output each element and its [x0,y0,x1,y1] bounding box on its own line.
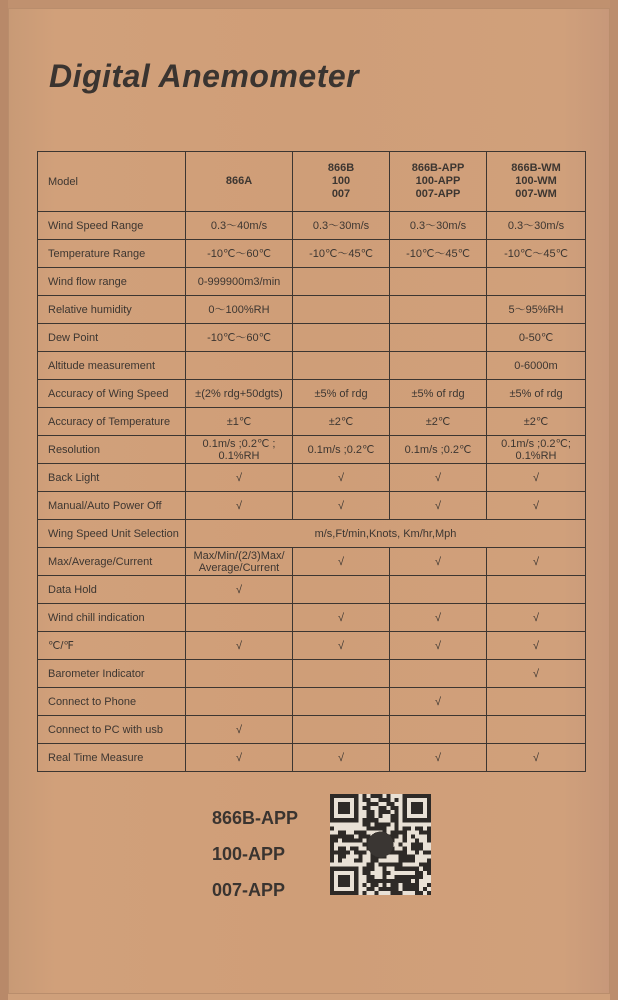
table-row [38,408,586,436]
value-cell [390,660,487,688]
check-mark-cell: √ [390,492,487,520]
app-model-item: 100-APP [212,844,286,864]
value-cell: ±5% of rdg [390,380,487,408]
value-cell [186,688,293,716]
row-label: Altitude measurement [38,352,186,380]
merged-value-cell: m/s,Ft/min,Knots, Km/hr,Mph [186,520,586,548]
value-cell: 0～100%RH [186,296,293,324]
value-cell [390,576,487,604]
check-mark-cell: √ [186,744,293,772]
row-label: Manual/Auto Power Off [38,492,186,520]
model-header-cell [487,152,586,212]
value-cell: ±2℃ [293,408,390,436]
model-header-cell [293,152,390,212]
check-mark-cell: √ [390,688,487,716]
value-cell [487,576,586,604]
model-name-line: 866B-WM [511,162,561,174]
row-label: Connect to PC with usb [38,716,186,744]
value-cell: 0.1m/s ;0.2℃ [390,436,487,464]
check-mark-cell: √ [390,464,487,492]
check-mark-cell: √ [487,548,586,576]
value-cell [293,660,390,688]
check-mark-cell: √ [487,632,586,660]
check-mark-cell: √ [186,716,293,744]
check-mark-cell: √ [293,604,390,632]
box-top-edge [0,0,618,8]
value-cell [293,268,390,296]
table-row [38,212,586,240]
table-row [38,660,586,688]
check-mark-cell: √ [293,548,390,576]
value-cell: 0.1m/s ;0.2℃; 0.1%RH [487,436,586,464]
check-mark-cell: √ [390,548,487,576]
value-cell: -10℃～45℃ [293,240,390,268]
check-mark-cell: √ [390,604,487,632]
check-mark-cell: √ [293,492,390,520]
app-model-item: 007-APP [212,880,286,900]
check-mark-cell: √ [487,492,586,520]
check-mark-cell: √ [390,744,487,772]
row-label: Connect to Phone [38,688,186,716]
check-mark-cell: √ [293,464,390,492]
model-name-line: 100 [331,175,351,187]
table-row [38,604,586,632]
table-row [38,268,586,296]
value-cell: 0.3～30m/s [390,212,487,240]
app-model-item: 866B-APP [212,808,299,828]
value-cell: 0-6000m [487,352,586,380]
value-cell: 0.1m/s ;0.2℃ ; 0.1%RH [186,436,293,464]
table-row [38,240,586,268]
model-header-cell [186,152,293,212]
model-name-line: 007-WM [515,188,557,200]
model-label: Model [38,152,186,212]
check-mark-cell: √ [186,576,293,604]
row-label: Resolution [38,436,186,464]
value-cell: -10℃～45℃ [390,240,487,268]
row-label: Back Light [38,464,186,492]
row-label: ℃/℉ [38,632,186,660]
row-label: Max/Average/Current [38,548,186,576]
value-cell [390,716,487,744]
value-cell: ±5% of rdg [293,380,390,408]
value-cell: 0-999900m3/min [186,268,293,296]
table-row [38,492,586,520]
model-name-line: 866B [327,162,355,174]
value-cell: ±2℃ [487,408,586,436]
value-cell [293,576,390,604]
model-name-line: 100-APP [415,175,461,187]
value-cell [390,268,487,296]
check-mark-cell: √ [487,604,586,632]
value-cell [293,324,390,352]
table-row [38,436,586,464]
value-cell [293,352,390,380]
value-cell [293,716,390,744]
table-row [38,688,586,716]
value-cell: ±2℃ [390,408,487,436]
app-model-list [212,800,298,908]
check-mark-cell: √ [293,632,390,660]
table-header-row [38,152,586,212]
value-cell: -10℃～60℃ [186,240,293,268]
table-row [38,380,586,408]
row-label: Wind chill indication [38,604,186,632]
value-cell: 0.3～30m/s [293,212,390,240]
row-label: Wind flow range [38,268,186,296]
table-row [38,744,586,772]
row-label: Accuracy of Temperature [38,408,186,436]
table-row [38,324,586,352]
table-row [38,576,586,604]
row-label: Wing Speed Unit Selection [38,520,186,548]
row-label: Barometer Indicator [38,660,186,688]
check-mark-cell: √ [186,492,293,520]
table-row [38,548,586,576]
value-cell [186,352,293,380]
check-mark-cell: √ [186,464,293,492]
table-row [38,352,586,380]
qr-code-icon [330,794,431,895]
product-title: Digital Anemometer [49,58,360,94]
check-mark-cell: √ [186,632,293,660]
value-cell [487,716,586,744]
value-cell: 5～95%RH [487,296,586,324]
value-cell: 0-50℃ [487,324,586,352]
row-label: Wind Speed Range [38,212,186,240]
row-label: Dew Point [38,324,186,352]
table-row [38,464,586,492]
value-cell [186,604,293,632]
value-cell: ±5% of rdg [487,380,586,408]
table-row [38,520,586,548]
model-name-line: 866A [225,175,253,187]
check-mark-cell: √ [487,744,586,772]
value-cell: -10℃～45℃ [487,240,586,268]
value-cell [186,660,293,688]
row-label: Relative humidity [38,296,186,324]
row-label: Real Time Measure [38,744,186,772]
model-name-line: 007 [331,188,351,200]
value-cell [293,296,390,324]
value-cell: 0.3～30m/s [487,212,586,240]
value-cell [293,688,390,716]
value-cell [390,324,487,352]
row-label: Data Hold [38,576,186,604]
check-mark-cell: √ [293,744,390,772]
value-cell: ±(2% rdg+50dgts) [186,380,293,408]
spec-table [37,151,586,772]
table-row [38,632,586,660]
value-cell [487,688,586,716]
row-label: Accuracy of Wing Speed [38,380,186,408]
value-cell: 0.3～40m/s [186,212,293,240]
value-cell [390,296,487,324]
model-name-line: 100-WM [515,175,557,187]
check-mark-cell: √ [487,660,586,688]
value-cell: -10℃～60℃ [186,324,293,352]
value-cell: Max/Min/(2/3)Max/ Average/Current [186,548,293,576]
row-label: Temperature Range [38,240,186,268]
check-mark-cell: √ [390,632,487,660]
value-cell [487,268,586,296]
box-right-edge [610,0,618,1000]
model-name-line: 866B-APP [411,162,465,174]
check-mark-cell: √ [487,464,586,492]
value-cell: ±1℃ [186,408,293,436]
value-cell: 0.1m/s ;0.2℃ [293,436,390,464]
value-cell [390,352,487,380]
table-row [38,296,586,324]
box-left-edge [0,0,8,1000]
table-row [38,716,586,744]
model-header-cell [390,152,487,212]
model-name-line: 007-APP [415,188,461,200]
